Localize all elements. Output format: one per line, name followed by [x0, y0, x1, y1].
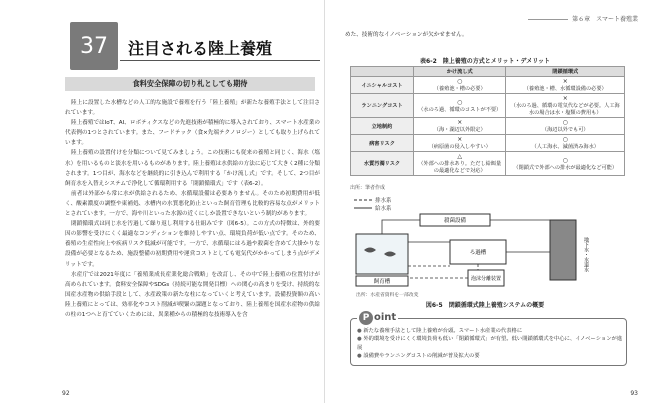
cell-note: （病原菌の侵入しやすい） [428, 144, 491, 150]
header-rule [528, 19, 568, 20]
table-row [351, 152, 625, 176]
foam-label: 泡沫分離装置 [470, 276, 502, 282]
section-number: 37 [80, 33, 108, 59]
table-header-row [351, 67, 625, 77]
row-label: ランニングコスト [351, 94, 414, 118]
row-label: 立地制約 [351, 118, 414, 135]
point-label [357, 311, 398, 325]
rating-symbol: × [562, 78, 568, 85]
table-row [351, 94, 625, 118]
point-summary-box [350, 312, 627, 366]
chapter-header [528, 14, 638, 23]
table-header: かけ流し式 [414, 67, 506, 77]
paragraph: 前者は外部から常に水が供給されるため、水循環設備は必要ありません。そのため初期費用が低く、酸素濃度の調整や東補処、水槽内の水質悪化防止といった飼育管理も比較的容易な点がメリットとされています。一方で、海や川といった水源の近くにしか設置できないという制約があります。 [65, 190, 320, 218]
continued-text: めた、技術的なイノベーションが欠かせません。 [345, 32, 468, 38]
table-row [351, 135, 625, 152]
point-list [357, 327, 626, 361]
sterilizer-label: 殺菌設備 [443, 218, 467, 224]
groundwater-tank [550, 220, 576, 280]
cell-note: （外部への排水あり。ただし給餌量の最適化などで対応） [418, 161, 502, 174]
table-cell [414, 118, 506, 135]
chapter-header-text: 第６章 スマート養殖業 [572, 16, 638, 23]
groundwater-label: 地下水・水道水 [583, 237, 589, 272]
table-cell [506, 135, 625, 152]
table-cell [414, 152, 506, 176]
table-cell [506, 94, 625, 118]
list-item: ● 設備費やランニングコストの削減が普及拡大の要 [357, 352, 626, 360]
page-number-left: 92 [62, 390, 70, 397]
table-cell [414, 94, 506, 118]
cell-note: （閉鎖式で外部への排水が最適化など可能） [513, 164, 618, 171]
row-label: 水質汚濁リスク [351, 152, 414, 176]
table-title: 表6-2 陸上養殖の方式とメリット・デメリット [419, 58, 551, 65]
rating-symbol: △ [457, 153, 463, 160]
page-title: 注目される陸上養殖 [128, 39, 273, 58]
legend-supply-label: 給水系 [375, 206, 392, 212]
point-letter: P [359, 311, 373, 325]
system-diagram [350, 192, 630, 302]
cell-note: （養殖池・槽の必要） [433, 86, 486, 92]
row-label: 病害リスク [351, 135, 414, 152]
right-page [325, 0, 650, 403]
filter-label: ろ過槽 [469, 250, 487, 256]
legend-drain-label: 排水系 [375, 198, 392, 204]
rating-symbol: ○ [457, 98, 463, 106]
page-number-right: 93 [630, 390, 638, 397]
paragraph: 陸上養殖の設置付けを分類について見てみましょう。この技術にも従来の養殖と同じく、海水（塩水）を用いるものと淡水を用いるものがあります。陸上養殖は水供給の方法に応じて大きく2種に分類されます。1つ目が、海水などを継続的に引き込んで利用する「かけ流し式」です。そして、2つ目が飼育水を入替えシステムで浄化して循環利用する「閉鎖循環式」です（表6-2）。 [65, 150, 320, 187]
comparison-table [350, 66, 625, 176]
rating-symbol: ○ [562, 156, 568, 164]
rating-symbol: ○ [562, 119, 568, 126]
list-item: ● 外的環境を受けにくく環境負荷も低い「閉鎖循環式」が有望。低い閉鎖循環式を中心に、イノベーションが進展 [357, 335, 626, 352]
table-source: 出所：筆者作成 [350, 185, 386, 191]
rating-symbol: × [457, 119, 463, 126]
rearing-tank [356, 234, 408, 274]
table-header [351, 67, 414, 77]
list-item: ● 新たな養殖手法として陸上養殖が台頭。スマート水産業の代表格に [357, 327, 626, 335]
table-row [351, 77, 625, 94]
diagram-source: 出所：水産省資料を一部改変 [356, 293, 419, 298]
table-header: 閉鎖循環式 [506, 67, 625, 77]
table-cell [414, 135, 506, 152]
cell-note: （海・湖辺以外限定） [433, 127, 486, 133]
section-subtitle: 食料安全保障の切り札としても期待 [65, 77, 315, 91]
section-number-badge [70, 22, 118, 70]
table-cell [506, 77, 625, 94]
figure-caption: 図6-5 閉鎖循環式陸上養殖システムの概要 [425, 302, 545, 309]
table-row [351, 118, 625, 135]
cell-note: （水のろ過、循環の電気代などが必要。人工海水の場合は水・塩類の費用も） [510, 103, 620, 116]
cell-note: （人工海水、滅菌済み海水） [531, 144, 599, 150]
cell-note: （養殖池・槽、水循環設備の必要） [523, 86, 607, 92]
point-label-text: oint [374, 312, 397, 323]
table-cell [506, 152, 625, 176]
paragraph: 閉鎖循環式は同じ水を汚過して繰り返し利用する仕組みです（図6-5）。この方式の特徴は、外的要因の影響を受けにくく最適なコンディションを維持しやすい点、環境負荷が低い点です。そのため、養殖の生産性向上や疾病リスク低減が可能です。一方で、水循環にはろ過や殺菌を含めて大掛かりな設備が必要となるため、施設整備の初期費用や運営コストとしても電気代がかかってしまう点がデメリットです。 [65, 221, 320, 268]
paragraph: 陸上養殖ではIoT、AI、ロボティクスなどの先進技術が積極的に導入されており、スマート水産業の代表例の1つとされています。また、フードテック（食×先端テクノロジー）としても取り上げられています。 [65, 120, 320, 147]
title-underline [120, 60, 320, 61]
tank-label: 飼育槽 [373, 279, 391, 285]
body-text [65, 98, 320, 320]
cell-note: （水のろ過、循環のコストが不要） [418, 106, 502, 113]
cell-note: （海辺以外でも可） [541, 127, 589, 133]
rating-symbol: ○ [562, 136, 568, 143]
paragraph: 陸上に設置した水槽などの人工的な施設で養殖を行う「陸上養殖」が新たな養殖手法として注目されています。 [65, 100, 320, 117]
paragraph: 水産庁では2021年度に「養殖業成長産業化総合戦略」を改訂し、その中で陸上養殖の位置付けが高められています。食料安全保障やSDGs（持続可能な開発目標）への関心の高まりを受け、持続的な国産水産物の供給手段として、水産政策の新たな柱になっていくと考えています。設備投資額の高い陸上養殖にとっては、効率化やコスト削減が喫緊の課題となっており、陸上養殖を国産水産物の供給の柱の1つへと育てていくためには、異業種からの積極的な技術導入を含 [65, 271, 320, 318]
table-cell [414, 77, 506, 94]
rating-symbol: ○ [457, 78, 463, 85]
row-label: イニシャルコスト [351, 77, 414, 94]
rating-symbol: × [457, 136, 463, 143]
rating-symbol: × [562, 95, 568, 102]
table-cell [506, 118, 625, 135]
